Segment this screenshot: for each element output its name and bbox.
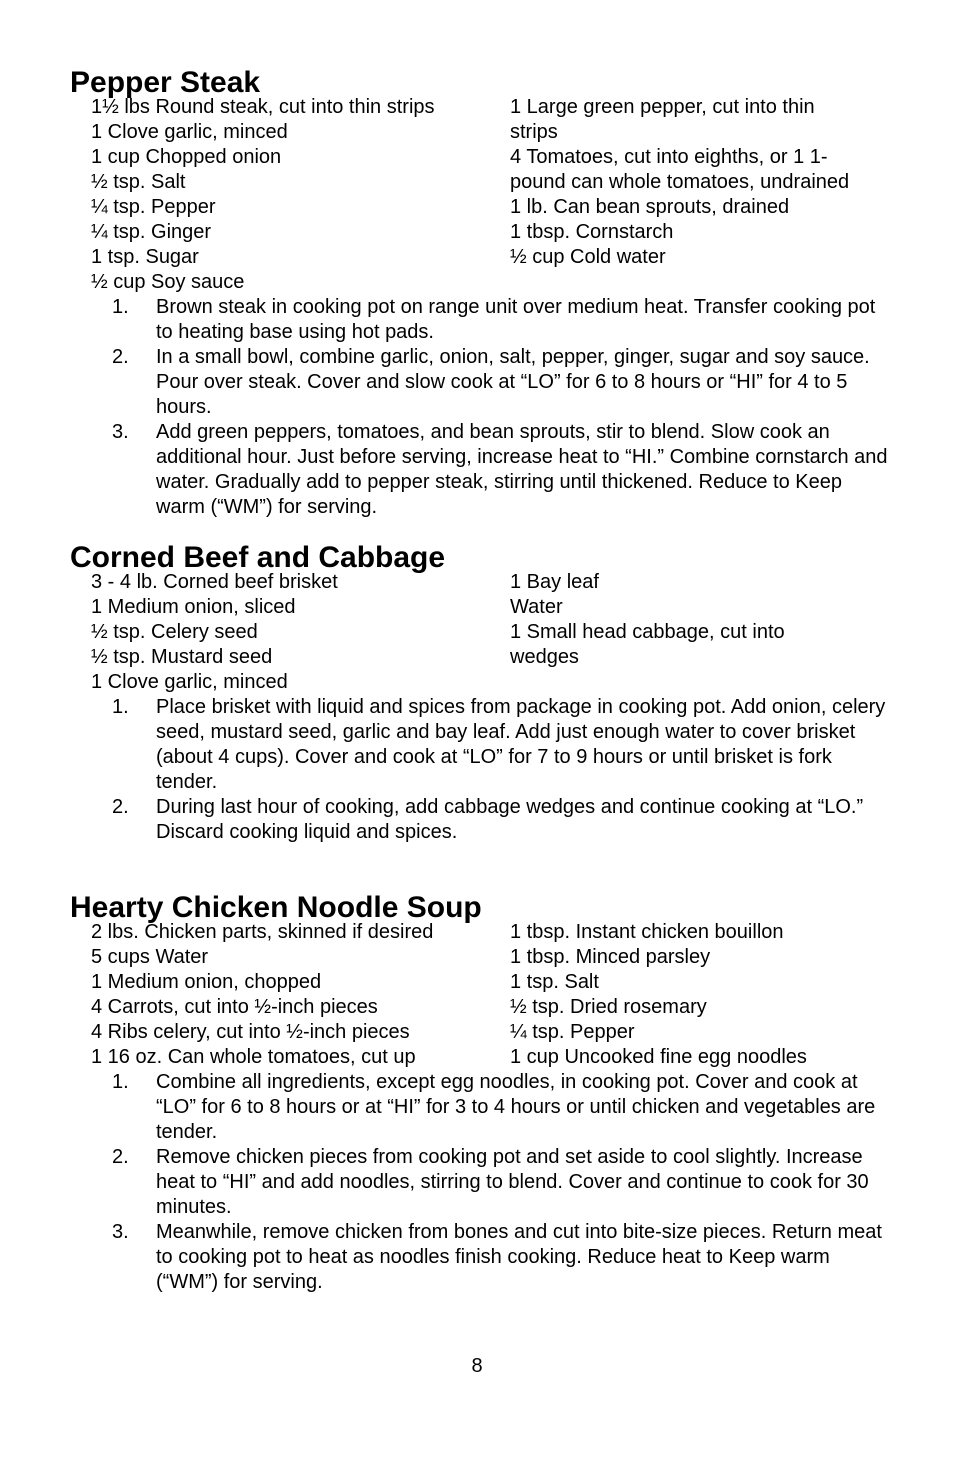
ingredient: 1 Medium onion, chopped [91, 971, 322, 993]
ingredient: ¼ tsp. Pepper [91, 196, 216, 218]
recipe-page [0, 66, 954, 1295]
step-text: Place brisket with liquid and spices from package in cooking pot. Add onion, celery seed, mustard seed, garlic and bay leaf. Add just enough water to cover brisket (about 4 cups). Cover and cook at “LO” for 7 to 9 hours or until brisket is fork tender. [156, 696, 886, 793]
recipe-title: Pepper Steak [70, 66, 261, 99]
step-text: Brown steak in cooking pot on range unit over medium heat. Transfer cooking pot to heating base using hot pads. [156, 296, 876, 343]
instruction-step [112, 795, 890, 845]
recipe-pepper-steak [70, 66, 890, 520]
ingredient-column-left [91, 920, 510, 1070]
ingredient: 1 tbsp. Cornstarch [510, 221, 674, 243]
ingredient: ¼ tsp. Pepper [510, 1021, 635, 1043]
ingredient-column-right [510, 95, 890, 295]
ingredient: ½ tsp. Dried rosemary [510, 996, 707, 1018]
ingredient-list [91, 920, 890, 1070]
instruction-step [112, 295, 890, 345]
ingredient: 1 tsp. Salt [510, 971, 599, 993]
ingredient: 1 Clove garlic, minced [91, 121, 288, 143]
ingredient: ½ cup Soy sauce [91, 271, 245, 293]
ingredient: 1 16 oz. Can whole tomatoes, cut up [91, 1046, 416, 1068]
ingredient: 4 Tomatoes, cut into eighths, or 1 1- [510, 146, 828, 168]
ingredient-list [91, 570, 890, 695]
page-number: 8 [471, 1355, 483, 1377]
recipe-title: Corned Beef and Cabbage [70, 541, 446, 574]
ingredient-column-right [510, 920, 890, 1070]
ingredient: 1 tbsp. Instant chicken bouillon [510, 921, 784, 943]
step-number: 3. [112, 1221, 129, 1243]
instruction-list [70, 295, 890, 520]
ingredient: 3 - 4 lb. Corned beef brisket [91, 571, 338, 593]
ingredient: 5 cups Water [91, 946, 209, 968]
instruction-step [112, 420, 890, 520]
ingredient: pound can whole tomatoes, undrained [510, 171, 850, 193]
step-text: In a small bowl, combine garlic, onion, salt, pepper, ginger, sugar and soy sauce. Pour over steak. Cover and slow cook at “LO” for 6 to 8 hours or “HI” for 4 to 5 hours. [156, 346, 870, 418]
instruction-list [70, 1070, 890, 1295]
ingredient: 1 Bay leaf [510, 571, 599, 593]
ingredient: ½ tsp. Salt [91, 171, 186, 193]
instruction-step [112, 1220, 890, 1295]
ingredient-column-right [510, 570, 890, 695]
ingredient: 2 lbs. Chicken parts, skinned if desired [91, 921, 434, 943]
ingredient: 1 lb. Can bean sprouts, drained [510, 196, 790, 218]
instruction-step [112, 1070, 890, 1145]
ingredient-list [91, 95, 890, 295]
step-text: Add green peppers, tomatoes, and bean sprouts, stir to blend. Slow cook an additional hour. Just before serving, increase heat to “HI.” Combine cornstarch and water. Gradually add to pepper steak, stirring until thickened. Reduce to Keep warm (“WM”) for serving. [156, 421, 888, 518]
ingredient-column-left [91, 95, 510, 295]
ingredient: ½ tsp. Celery seed [91, 621, 258, 643]
recipe-corned-beef-and-cabbage [70, 541, 890, 845]
ingredient: 1 Large green pepper, cut into thin [510, 96, 815, 118]
step-number: 1. [112, 296, 129, 318]
ingredient: 1 tsp. Sugar [91, 246, 199, 268]
instruction-list [70, 695, 890, 845]
ingredient: 1½ lbs Round steak, cut into thin strips [91, 96, 435, 118]
ingredient: 1 cup Uncooked fine egg noodles [510, 1046, 807, 1068]
step-text: Meanwhile, remove chicken from bones and cut into bite-size pieces. Return meat to cooking pot to heat as noodles finish cooking. Reduce heat to Keep warm (“WM”) for serving. [156, 1221, 882, 1293]
ingredient: 1 Medium onion, sliced [91, 596, 296, 618]
ingredient: wedges [510, 646, 579, 668]
instruction-step [112, 695, 890, 795]
ingredient: ½ tsp. Mustard seed [91, 646, 273, 668]
ingredient: 4 Ribs celery, cut into ½-inch pieces [91, 1021, 410, 1043]
ingredient: 1 Small head cabbage, cut into [510, 621, 785, 643]
step-number: 1. [112, 696, 129, 718]
step-number: 2. [112, 796, 129, 818]
ingredient: ½ cup Cold water [510, 246, 666, 268]
step-number: 2. [112, 346, 129, 368]
ingredient-column-left [91, 570, 510, 695]
step-text: During last hour of cooking, add cabbage wedges and continue cooking at “LO.” Discard cooking liquid and spices. [156, 796, 864, 843]
ingredient: Water [510, 596, 563, 618]
ingredient: 1 Clove garlic, minced [91, 671, 288, 693]
step-number: 2. [112, 1146, 129, 1168]
recipe-title: Hearty Chicken Noodle Soup [70, 891, 482, 924]
section-spacer [0, 845, 954, 895]
ingredient: 4 Carrots, cut into ½-inch pieces [91, 996, 378, 1018]
step-number: 1. [112, 1071, 129, 1093]
ingredient: 1 cup Chopped onion [91, 146, 282, 168]
ingredient: strips [510, 121, 558, 143]
ingredient: 1 tbsp. Minced parsley [510, 946, 711, 968]
step-text: Remove chicken pieces from cooking pot and set aside to cool slightly. Increase heat to “HI” and add noodles, stirring to blend. Cover and continue to cook for 30 minutes. [156, 1146, 869, 1218]
step-text: Combine all ingredients, except egg noodles, in cooking pot. Cover and cook at “LO” for 6 to 8 hours or at “HI” for 3 to 4 hours or until chicken and vegetables are tender. [156, 1071, 876, 1143]
ingredient: ¼ tsp. Ginger [91, 221, 212, 243]
instruction-step [112, 1145, 890, 1220]
step-number: 3. [112, 421, 129, 443]
instruction-step [112, 345, 890, 420]
recipe-hearty-chicken-noodle-soup [70, 891, 890, 1295]
